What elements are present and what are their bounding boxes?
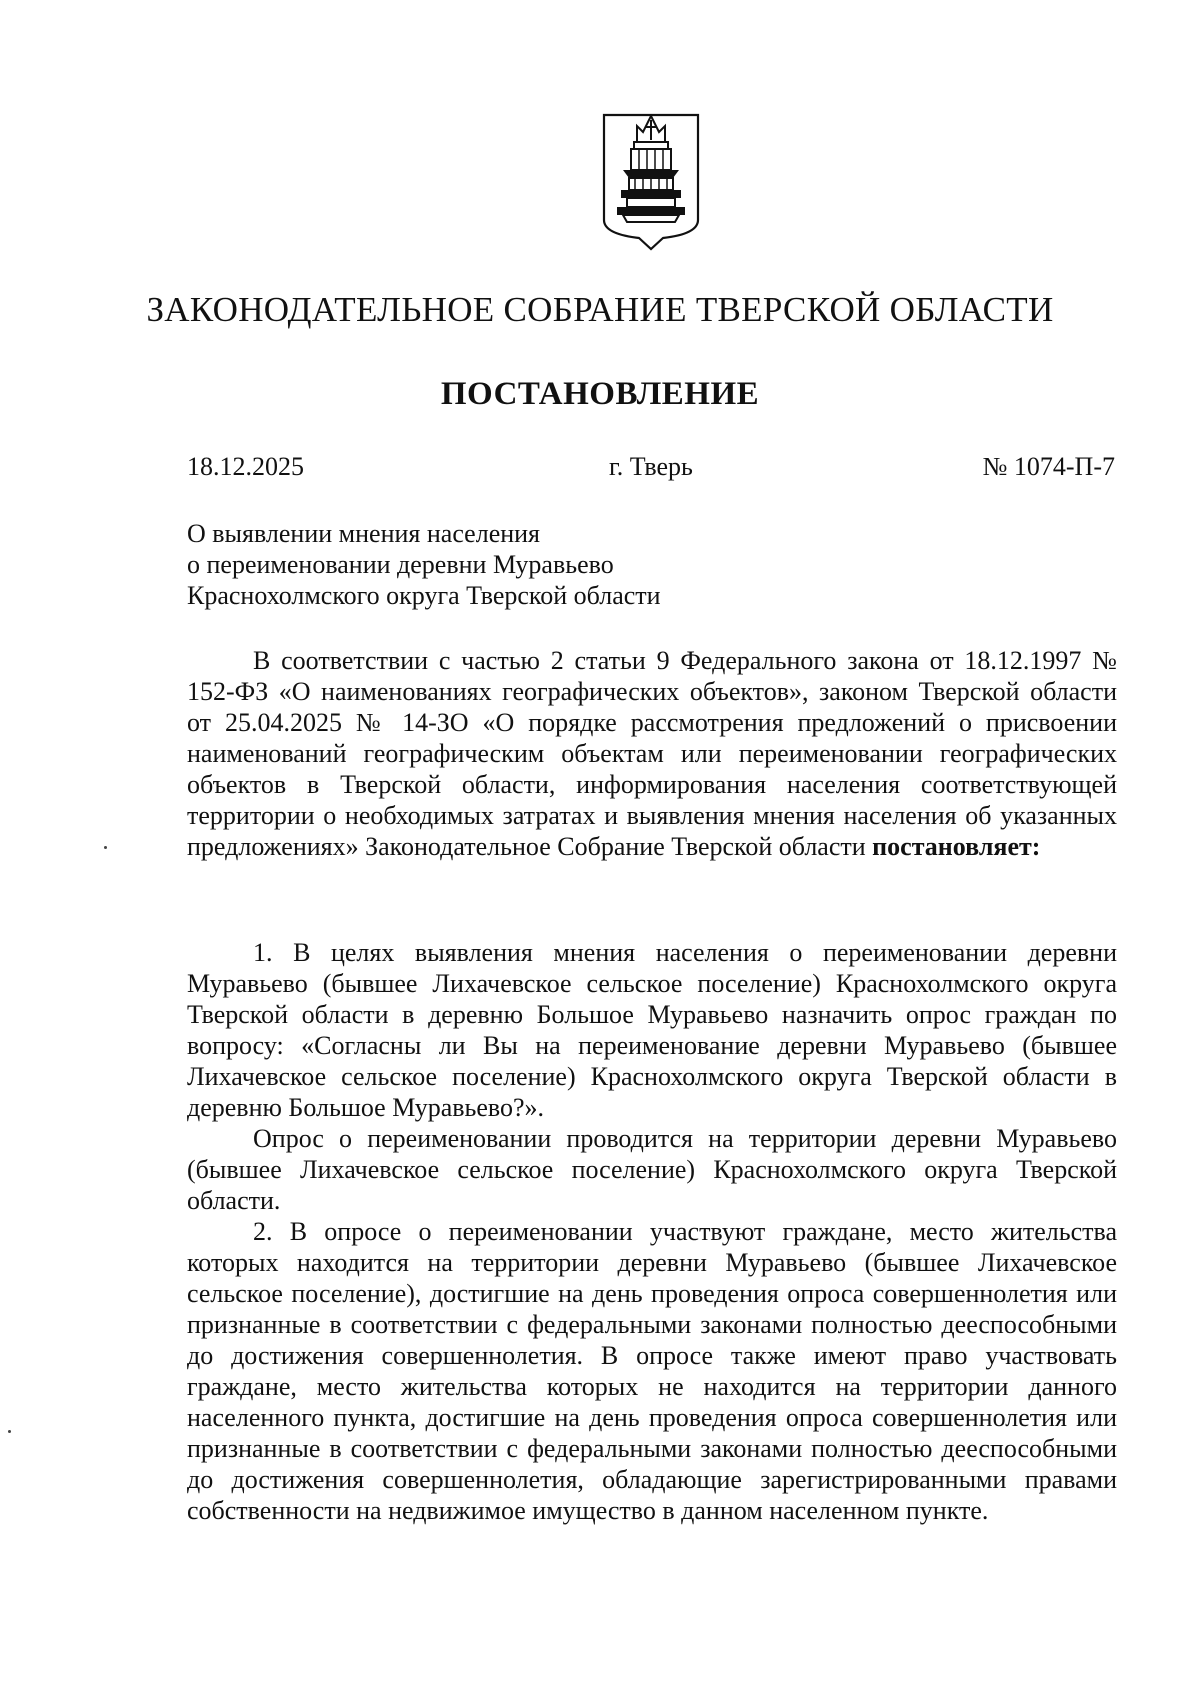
subject-line: О выявлении мнения населения bbox=[187, 519, 541, 548]
document-city: г. Тверь bbox=[609, 452, 693, 481]
item-paragraph: 2. В опросе о переименовании участвуют граждане, место жительства которых находится на территории деревни Муравьево (бывшее Лихачевское сельское поселение), достигшие на день проведения опроса совершеннолетия или признанные в соответствии с федеральными законами полностью дееспособными до достижения совершеннолетия. В опросе также имеют право участвовать граждане, место жительства которых не находится на территории данного населенного пункта, достигшие на день проведения опроса совершеннолетия или признанные в соответствии с федеральными законами полностью дееспособными до достижения совершеннолетия, обладающие зарегистрированными правами собственности на недвижимое имущество в данном населенном пункте. bbox=[187, 1217, 1117, 1525]
scan-speck bbox=[104, 846, 107, 849]
preamble-body: В соответствии с частью 2 статьи 9 Федерального закона от 18.12.1997 № 152-ФЗ «О наименованиях географических объектов», законом Тверской области от 25.04.2025 № 14-ЗО «О порядке рассмотрения предложений о присвоении наименований географическим объектам или переименовании географических объектов в Тверской области, информирования населения соответствующей территории о необходимых затратах и выявления мнения населения об указанных предложениях» Законодательное Собрание Тверской области bbox=[187, 646, 1117, 861]
scan-speck bbox=[8, 1430, 11, 1433]
preamble-paragraph bbox=[187, 645, 1117, 862]
document-number: № 1074-П-7 bbox=[982, 452, 1115, 481]
subject-line: Краснохолмского округа Тверской области bbox=[187, 581, 661, 610]
resolution-items bbox=[187, 937, 1117, 1526]
resolution-keyword: постановляет: bbox=[872, 832, 1041, 861]
subject-line: о переименовании деревни Муравьево bbox=[187, 550, 614, 579]
item-paragraph: Опрос о переименовании проводится на территории деревни Муравьево (бывшее Лихачевское сельское поселение) Краснохолмского округа Тверской области. bbox=[187, 1124, 1117, 1215]
preamble-text bbox=[187, 645, 1117, 862]
document-date: 18.12.2025 bbox=[187, 452, 304, 481]
document-type-heading: ПОСТАНОВЛЕНИЕ bbox=[440, 376, 760, 412]
document-subject bbox=[187, 518, 887, 611]
item-paragraph: 1. В целях выявления мнения населения о переименовании деревни Муравьево (бывшее Лихачевское сельское поселение) Краснохолмского округа Тверской области в деревню Большое Муравьево назначить опрос граждан по вопросу: «Согласны ли Вы на переименование деревни Муравьево (бывшее Лихачевское сельское поселение) Краснохолмского округа Тверской области в деревню Большое Муравьево?». bbox=[187, 938, 1117, 1122]
organization-title: ЗАКОНОДАТЕЛЬНОЕ СОБРАНИЕ ТВЕРСКОЙ ОБЛАСТИ bbox=[146, 290, 1054, 329]
tver-coat-of-arms-icon bbox=[601, 112, 701, 252]
